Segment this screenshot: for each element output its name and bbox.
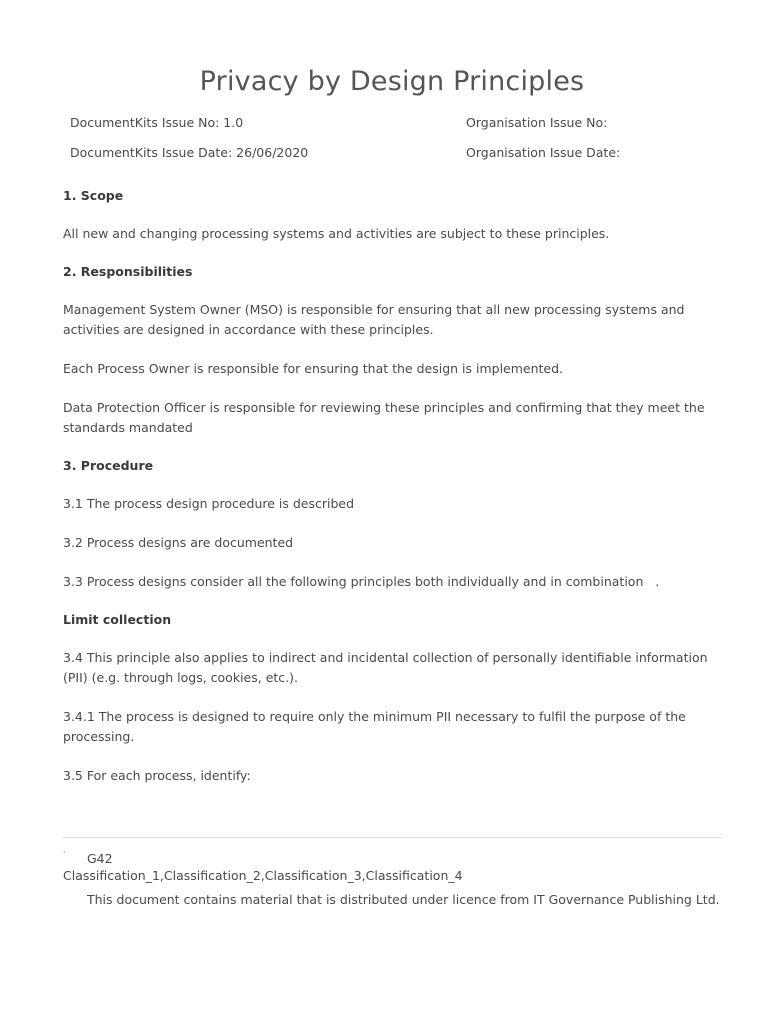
document-title: Privacy by Design Principles bbox=[199, 66, 585, 97]
procedure-3-2: 3.2 Process designs are documented bbox=[63, 535, 294, 550]
footer-divider bbox=[63, 837, 722, 838]
documentkits-issue-date: DocumentKits Issue Date: 26/06/2020 bbox=[70, 145, 309, 160]
responsibility-mso: Management System Owner (MSO) is responsible for ensuring that all new processing systems and activities are designed in accordance with these principles. bbox=[63, 302, 685, 337]
section-heading-responsibilities: 2. Responsibilities bbox=[63, 264, 193, 279]
section-heading-scope: 1. Scope bbox=[63, 188, 124, 203]
organisation-issue-date: Organisation Issue Date: bbox=[466, 145, 621, 160]
subheading-limit-collection: Limit collection bbox=[63, 612, 172, 627]
procedure-3-1: 3.1 The process design procedure is described bbox=[63, 496, 355, 511]
organisation-issue-no: Organisation Issue No: bbox=[466, 115, 608, 130]
footer-classification: Classification_1,Classification_2,Classification_3,Classification_4 bbox=[63, 868, 463, 883]
procedure-3-4-1: 3.4.1 The process is designed to require only the minimum PII necessary to fulfil the purpose of the processing. bbox=[63, 709, 686, 744]
procedure-3-3: 3.3 Process designs consider all the following principles both individually and in combination . bbox=[63, 574, 660, 589]
responsibility-dpo: Data Protection Officer is responsible for reviewing these principles and confirming that they meet the standards mandated bbox=[63, 400, 705, 435]
scope-paragraph: All new and changing processing systems and activities are subject to these principles. bbox=[63, 226, 610, 241]
section-heading-procedure: 3. Procedure bbox=[63, 458, 154, 473]
footnote-mark: ¹ bbox=[63, 850, 66, 857]
documentkits-issue-no: DocumentKits Issue No: 1.0 bbox=[70, 115, 244, 130]
document-body bbox=[63, 186, 723, 786]
footer-licence-notice: This document contains material that is distributed under licence from IT Governance Publishing Ltd. bbox=[87, 892, 720, 907]
footer-document-code: G42 bbox=[87, 851, 113, 866]
procedure-3-4: 3.4 This principle also applies to indirect and incidental collection of personally identifiable information (PII) (e.g. through logs, cookies, etc.). bbox=[63, 650, 708, 685]
responsibility-process-owner: Each Process Owner is responsible for ensuring that the design is implemented. bbox=[63, 361, 564, 376]
procedure-3-5: 3.5 For each process, identify: bbox=[63, 768, 251, 783]
